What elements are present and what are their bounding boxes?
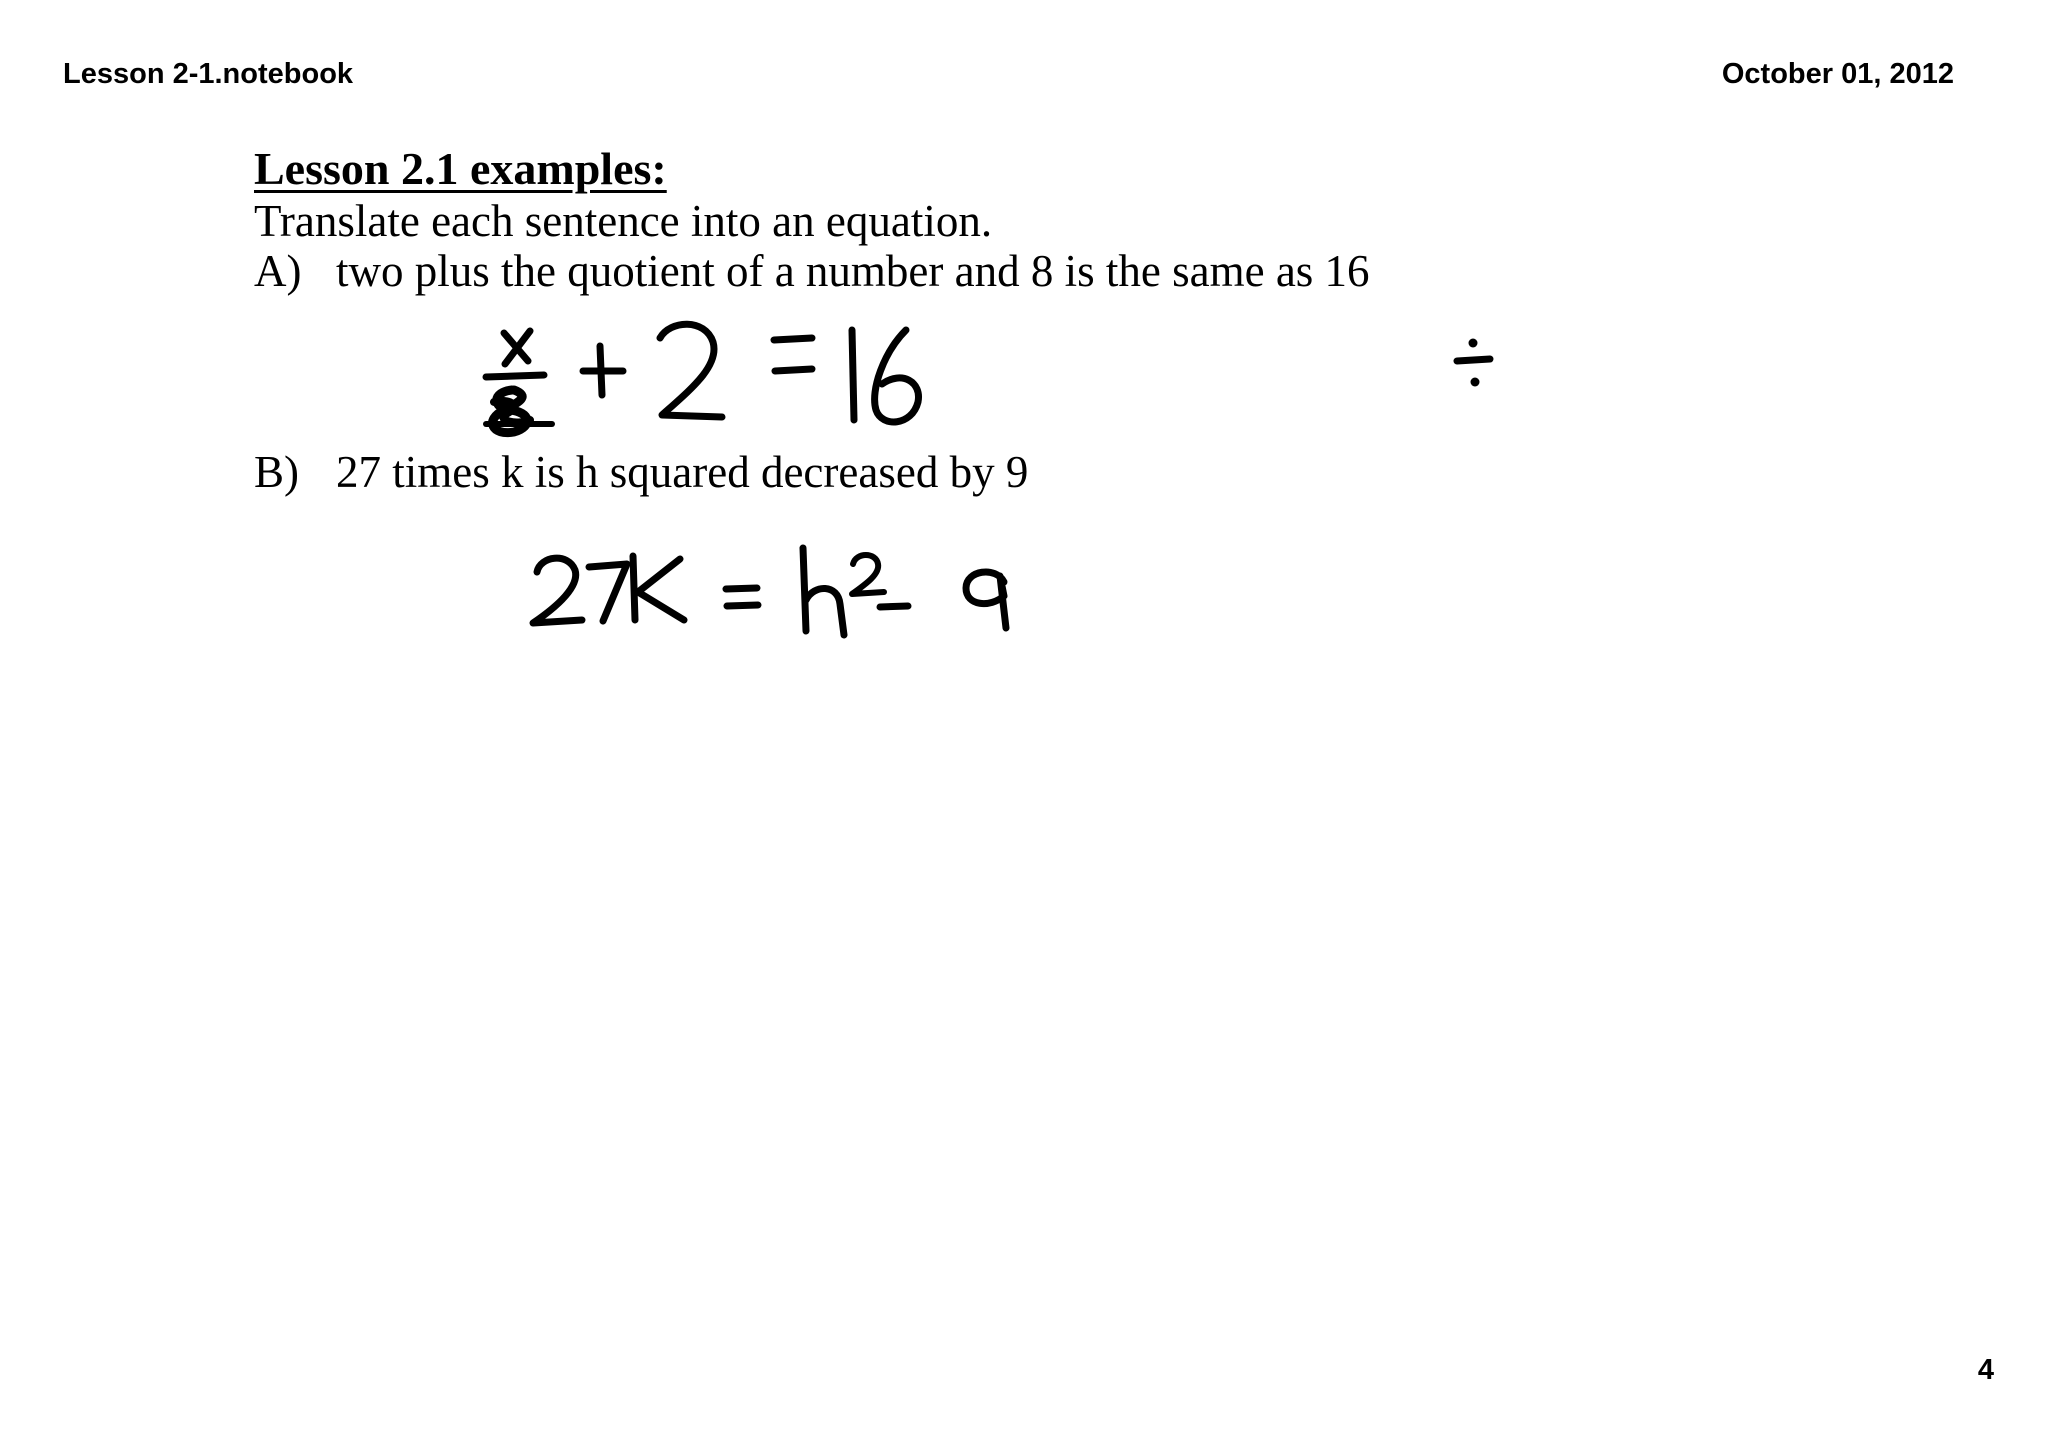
handwritten-answer-a [486, 324, 919, 432]
lesson-title: Lesson 2.1 examples: [254, 143, 667, 194]
handwritten-answer-b [533, 548, 1006, 635]
instruction-text: Translate each sentence into an equation. [254, 196, 993, 246]
notebook-date: October 01, 2012 [1721, 58, 1954, 90]
item-b-label: B) [254, 447, 299, 497]
page-number: 4 [1977, 1354, 1994, 1386]
item-b-sentence: 27 times k is h squared decreased by 9 [336, 447, 1029, 497]
item-a-sentence: two plus the quotient of a number and 8 is the same as 16 [336, 246, 1370, 296]
item-a-label: A) [254, 246, 302, 296]
notebook-filename: Lesson 2-1.notebook [63, 58, 354, 90]
division-sign-icon [1457, 339, 1490, 387]
